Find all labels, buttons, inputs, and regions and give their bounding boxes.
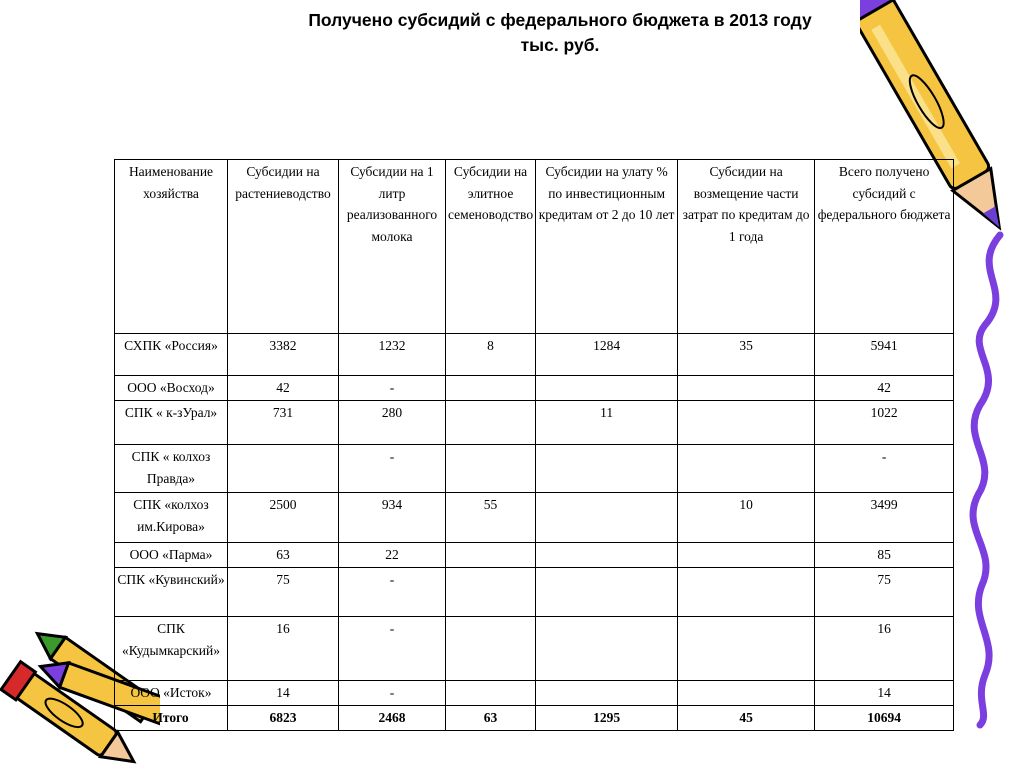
title-line-1: Получено субсидий с федерального бюджета в 2013 году: [308, 10, 812, 30]
farm-name-cell: СПК «Кудымкарский»: [115, 617, 228, 681]
header-row: [115, 160, 954, 334]
value-cell: 10: [678, 493, 815, 543]
value-cell: 8: [446, 334, 536, 376]
value-cell: -: [339, 376, 446, 401]
value-cell: [446, 445, 536, 493]
column-header: Всего получено субсидий с федерального бюджета: [815, 160, 954, 334]
value-cell: [228, 445, 339, 493]
table-row: [115, 493, 954, 543]
table-row: [115, 401, 954, 445]
value-cell: [536, 681, 678, 706]
value-cell: [536, 445, 678, 493]
table-row: [115, 617, 954, 681]
value-cell: 42: [815, 376, 954, 401]
value-cell: 731: [228, 401, 339, 445]
total-value-cell: 6823: [228, 706, 339, 731]
value-cell: -: [339, 568, 446, 617]
column-header: Наименование хозяйства: [115, 160, 228, 334]
value-cell: 11: [536, 401, 678, 445]
value-cell: 22: [339, 543, 446, 568]
subsidy-table: [114, 159, 954, 731]
value-cell: [446, 376, 536, 401]
farm-name-cell: СПК « колхоз Правда»: [115, 445, 228, 493]
farm-name-cell: СПК «колхоз им.Кирова»: [115, 493, 228, 543]
value-cell: 75: [815, 568, 954, 617]
value-cell: [536, 493, 678, 543]
value-cell: [678, 568, 815, 617]
total-value-cell: 2468: [339, 706, 446, 731]
table-row: [115, 445, 954, 493]
farm-name-cell: ООО «Исток»: [115, 681, 228, 706]
value-cell: -: [339, 681, 446, 706]
column-header: Субсидии на растениеводство: [228, 160, 339, 334]
table-row: [115, 543, 954, 568]
value-cell: [446, 543, 536, 568]
value-cell: [536, 617, 678, 681]
value-cell: 55: [446, 493, 536, 543]
value-cell: [446, 681, 536, 706]
value-cell: 3382: [228, 334, 339, 376]
table-row: [115, 376, 954, 401]
value-cell: [678, 543, 815, 568]
value-cell: [678, 617, 815, 681]
squiggle-line: [960, 230, 1024, 730]
value-cell: 35: [678, 334, 815, 376]
value-cell: 14: [228, 681, 339, 706]
total-label-cell: Итого: [115, 706, 228, 731]
table-row: [115, 681, 954, 706]
value-cell: 42: [228, 376, 339, 401]
value-cell: [536, 568, 678, 617]
value-cell: 16: [815, 617, 954, 681]
value-cell: [678, 376, 815, 401]
value-cell: [446, 617, 536, 681]
total-row: [115, 706, 954, 731]
value-cell: [678, 681, 815, 706]
farm-name-cell: СПК « к-зУрал»: [115, 401, 228, 445]
value-cell: 14: [815, 681, 954, 706]
value-cell: [446, 401, 536, 445]
value-cell: 63: [228, 543, 339, 568]
value-cell: [536, 543, 678, 568]
value-cell: [536, 376, 678, 401]
farm-name-cell: ООО «Парма»: [115, 543, 228, 568]
title-line-2: тыс. руб.: [520, 35, 600, 55]
total-value-cell: 63: [446, 706, 536, 731]
table-row: [115, 334, 954, 376]
value-cell: 1284: [536, 334, 678, 376]
value-cell: [678, 401, 815, 445]
table-row: [115, 568, 954, 617]
value-cell: 2500: [228, 493, 339, 543]
value-cell: 5941: [815, 334, 954, 376]
column-header: Субсидии на элитное семеноводство: [446, 160, 536, 334]
value-cell: 75: [228, 568, 339, 617]
value-cell: 280: [339, 401, 446, 445]
value-cell: [678, 445, 815, 493]
value-cell: -: [339, 445, 446, 493]
total-value-cell: 1295: [536, 706, 678, 731]
value-cell: -: [339, 617, 446, 681]
total-value-cell: 45: [678, 706, 815, 731]
value-cell: 1022: [815, 401, 954, 445]
farm-name-cell: СХПК «Россия»: [115, 334, 228, 376]
total-value-cell: 10694: [815, 706, 954, 731]
value-cell: [446, 568, 536, 617]
column-header: Субсидии на улату % по инвестиционным кредитам от 2 до 10 лет: [536, 160, 678, 334]
value-cell: 85: [815, 543, 954, 568]
value-cell: 16: [228, 617, 339, 681]
page-title: [250, 8, 870, 58]
value-cell: 1232: [339, 334, 446, 376]
value-cell: 3499: [815, 493, 954, 543]
farm-name-cell: СПК «Кувинский»: [115, 568, 228, 617]
farm-name-cell: ООО «Восход»: [115, 376, 228, 401]
value-cell: -: [815, 445, 954, 493]
value-cell: 934: [339, 493, 446, 543]
column-header: Субсидии на возмещение части затрат по кредитам до 1 года: [678, 160, 815, 334]
column-header: Субсидии на 1 литр реализованного молока: [339, 160, 446, 334]
